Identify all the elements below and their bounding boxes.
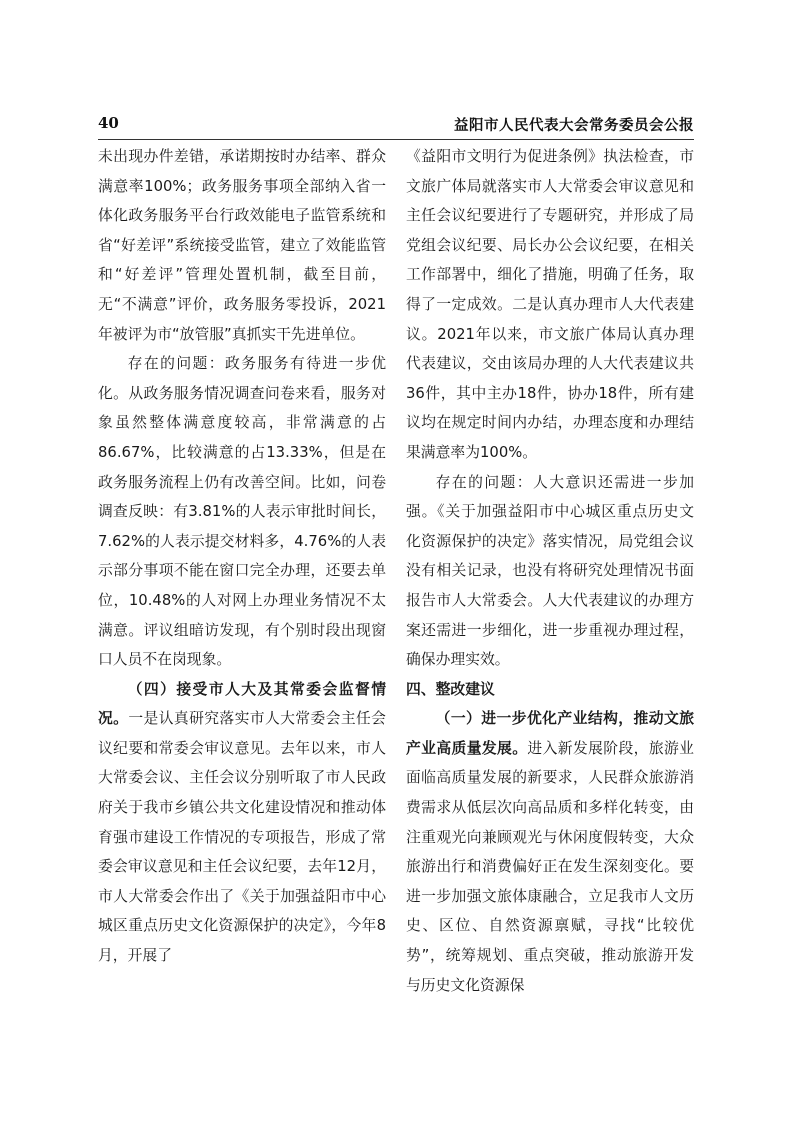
page-header <box>98 114 694 136</box>
subsection-one-body: 进入新发展阶段，旅游业面临高质量发展的新要求，人民群众旅游消费需求从低层次向高品质和多样化转变，由注重观光向兼顾观光与休闲度假转变，大众旅游出行和消费偏好正在发生深刻变化。要进一步加强文旅体康融合，立足我市人文历史、区位、自然资源禀赋，寻找“比较优势”，统筹规划、重点突破，推动旅游开发与历史文化资源保 <box>406 739 694 994</box>
left-paragraph-1: 未出现办件差错，承诺期按时办结率、群众满意率100%；政务服务事项全部纳入省一体化政务服务平台行政效能电子监管系统和省“好差评”系统接受监管，建立了效能监管和“好差评”管理处置机制，截至目前，无“不满意”评价，政务服务零投诉，2021年被评为市“放管服”真抓实干先进单位。 <box>98 148 386 343</box>
left-paragraph-3 <box>98 675 386 971</box>
journal-title: 益阳市人民代表大会常务委员会公报 <box>454 117 694 134</box>
page-number: 40 <box>98 114 119 132</box>
subsection-four-body: 一是认真研究落实市人大常委会主任会议纪要和常委会审议意见。去年以来，市人大常委会议、主任会议分别听取了市人民政府关于我市乡镇公共文化建设情况和推动体育强市建设工作情况的专项报告，形成了常委会审议意见和主任会议纪要，去年12月，市人大常委会作出了《关于加强益阳市中心城区重点历史文化资源保护的决定》，今年8月，开展了 <box>98 710 386 965</box>
left-paragraph-2: 存在的问题：政务服务有待进一步优化。从政务服务情况调查问卷来看，服务对象虽然整体满意度较高，非常满意的占86.67%，比较满意的占13.33%，但是在政务服务流程上仍有改善空间。比如，问卷调查反映：有3.81%的人表示审批时间长，7.62%的人表示提交材料多，4.76%的人表示部分事项不能在窗口完全办理，还要去单位，10.48%的人对网上办理业务情况不太满意。评议组暗访发现，有个别时段出现窗口人员不在岗现象。 <box>98 355 386 669</box>
right-paragraph-3 <box>406 704 694 1000</box>
section-heading: 四、整改建议 <box>406 680 495 698</box>
right-column <box>406 142 694 1000</box>
right-paragraph-1: 《益阳市文明行为促进条例》执法检查，市文旅广体局就落实市人大常委会审议意见和主任会议纪要进行了专题研究，并形成了局党组会议纪要、局长办公会议纪要，在相关工作部署中，细化了措施，明确了任务，取得了一定成效。二是认真办理市人大代表建议。2021年以来，市文旅广体局认真办理代表建议，交由该局办理的人大代表建议共36件，其中主办18件，协办18件，所有建议均在规定时间内办结，办理态度和办理结果满意率为100%。 <box>406 148 694 461</box>
subsection-four-title: （四）接受市人大及其常委会监督情况。 <box>98 680 386 728</box>
subsection-one-title: （一）进一步优化产业结构，推动文旅产业高质量发展。 <box>406 710 694 757</box>
right-paragraph-2: 存在的问题：人大意识还需进一步加强。《关于加强益阳市中心城区重点历史文化资源保护的决定》落实情况，局党组会议没有相关记录，也没有将研究处理情况书面报告市人大常委会。人大代表建议的办理方案还需进一步细化，进一步重视办理过程，确保办理实效。 <box>406 473 694 669</box>
left-column <box>98 142 386 971</box>
header-rule <box>98 139 694 140</box>
